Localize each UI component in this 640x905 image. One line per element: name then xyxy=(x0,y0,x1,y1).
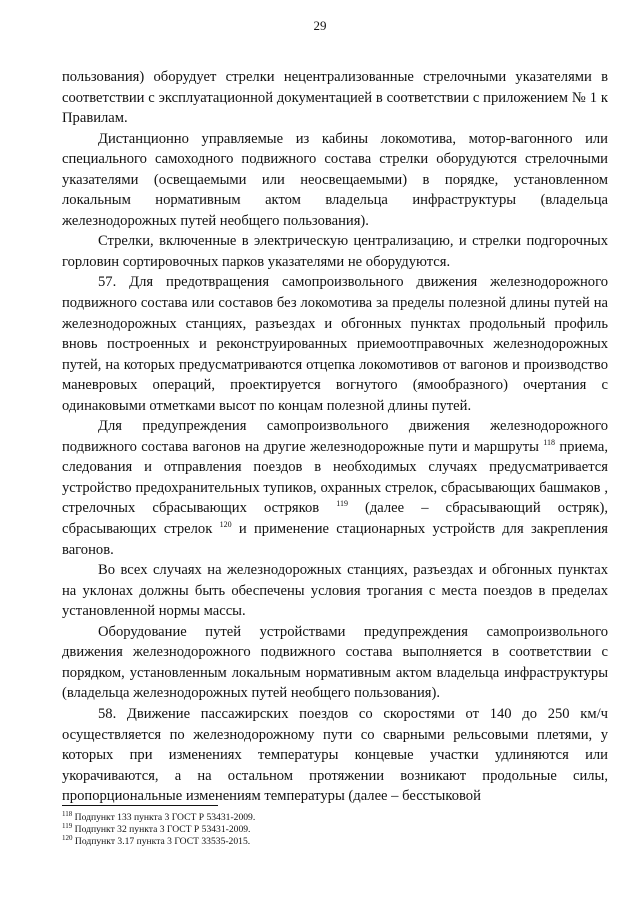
footnote-text: Подпункт 133 пункта 3 ГОСТ Р 53431-2009. xyxy=(72,812,256,823)
paragraph-text: Для предупреждения самопроизвольного движения железнодорожного подвижного состава вагонов на другие железнодорожные пути и маршруты xyxy=(62,418,608,455)
paragraph xyxy=(62,129,608,232)
footnote-ref: 119 xyxy=(336,499,348,509)
footnote-number: 119 xyxy=(62,822,73,830)
paragraph-text: пользования) оборудует стрелки нецентрализованные стрелочными указателями в соответствии с эксплуатационной документацией в соответствии с приложением № 1 к Правилам. xyxy=(62,69,608,127)
paragraph xyxy=(62,67,608,129)
footnote-separator xyxy=(62,805,218,806)
footnote-ref: 120 xyxy=(219,520,232,530)
paragraph-text: Стрелки, включенные в электрическую централизацию, и стрелки подгорочных горловин сортировочных парков указателями не оборудуются. xyxy=(62,233,608,270)
footnote-text: Подпункт 32 пункта 3 ГОСТ Р 53431-2009. xyxy=(72,824,251,835)
footnote xyxy=(62,812,608,824)
footnote-number: 120 xyxy=(62,834,73,842)
paragraph-text: 58. Движение пассажирских поездов со скоростями от 140 до 250 км/ч осуществляется по железнодорожному пути со сварными рельсовыми плетями, у которых при изменениях температуры концевые участки удлиняются или укорачиваются, а на остальном протяжении возникают продольные силы, пропорциональные изменениям температуры (далее – бесстыковой xyxy=(62,705,608,805)
paragraph xyxy=(62,272,608,416)
body-text xyxy=(62,67,608,807)
paragraph xyxy=(62,416,608,560)
footnote-number: 118 xyxy=(62,810,73,818)
paragraph xyxy=(62,704,608,807)
paragraph-text: (далее – сбрасывающий остряк), сбрасывающих стрелок xyxy=(62,500,608,538)
footnote-ref: 118 xyxy=(543,437,555,447)
paragraph-text: 57. Для предотвращения самопроизвольного движения железнодорожного подвижного состава или составов без локомотива за пределы полезной длины путей на железнодорожных станциях, разъездах и обгонных пунктах продольный профиль вновь построенных и реконструированных приемоотправочных железнодорожных путей, на которых предусматриваются отцепка локомотивов от вагонов и производство маневровых операций, проектируется вогнутого (ямообразного) очертания с одинаковыми отметками высот по концам полезной длины путей. xyxy=(62,274,608,414)
footnote xyxy=(62,836,608,848)
footnote-text: Подпункт 3.17 пункта 3 ГОСТ 33535-2015. xyxy=(72,836,251,847)
paragraph-text: приема, следования и отправления поездов в необходимых случаях предусматривается устройство предохранительных тупиков, охранных стрелок, сбрасывающих башмаков , стрелочных сбрасывающих остряков xyxy=(62,438,608,517)
paragraph xyxy=(62,231,608,272)
paragraph-text: и применение стационарных устройств для закрепления вагонов. xyxy=(62,521,608,558)
paragraph xyxy=(62,622,608,704)
paragraph-text: Во всех случаях на железнодорожных станциях, разъездах и обгонных пунктах на уклонах должны быть обеспечены условия трогания с места поездов в пределах установленной нормы массы. xyxy=(62,562,608,620)
page-number: 29 xyxy=(313,18,327,33)
footnotes xyxy=(62,812,608,848)
paragraph-text: Оборудование путей устройствами предупреждения самопроизвольного движения железнодорожного подвижного состава выполняется в соответствии с порядком, установленным локальным нормативным актом владельца инфраструктуры (владельца железнодорожных путей необщего пользования). xyxy=(62,623,608,702)
paragraph xyxy=(62,560,608,622)
paragraph-text: Дистанционно управляемые из кабины локомотива, мотор-вагонного или специального самоходного подвижного состава стрелки оборудуются стрелочными указателями (освещаемыми или неосвещаемыми) в порядке, установленном локальным нормативным актом владельца инфраструктуры (владельца железнодорожных путей необщего пользования). xyxy=(62,130,608,229)
footnote xyxy=(62,824,608,836)
